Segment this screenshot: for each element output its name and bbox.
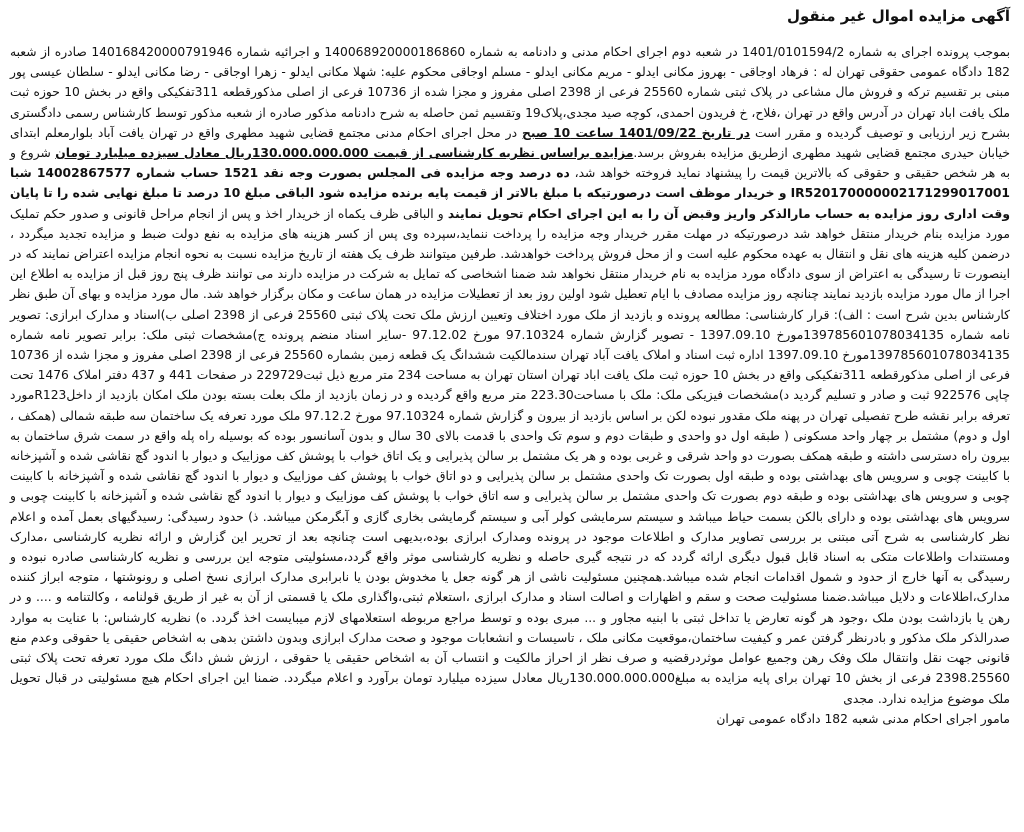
auction-location: در محل اجرای احکام مدنی مجتمع قضایی شهید مطهری واقع در تهران یافت آباد بلوارمعلم ابتدای خیابان حیدری مجتمع قضایی شهید مطهری ازطریق مزایده بفروش برسد.	[10, 125, 1010, 161]
sale-condition: شروع و به هر شخص حقیقی و حقوقی که بالاترین قیمت را پیشنهاد نماید فروخته خواهد شد،	[10, 146, 1010, 181]
starting-price: مزایده براساس نظریه کارشناسی از قیمت 130.000.000.000ریال معادل سیزده میلیارد تومان	[55, 146, 634, 161]
notice-paragraph-intro: بموجب پرونده اجرای به شماره 1401/0101594/2 در شعبه دوم اجرای احکام مدنی و دادنامه به شماره 140068920000186860 و اجرائیه شماره 140168420000791946 صادره از شعبه 182 دادگاه عمومی حقوقی تهران له : فرهاد اوجاقی - بهروز مکانی ایدلو - مریم مکانی ایدلو - مسلم اوجاقی محکوم علیه: شهلا مکانی ایدلو - زهرا اوجاقی - رضا مکانی ایدلو - سلطان عیسی پور مبنی بر تقسیم ترکه و فروش مال مشاعی در پلاک ثبتی شماره 25560 فرعی از 2398 اصلی مفروز و مجزا شده از 10736 فرعی از اصلی مذکورقطعه 311تفکیکی واقع در بخش 10 حوزه ثبت ملک یافت اباد تهران در آدرس واقع در تهران ،فلاح، خ فریدون احمدی، کوچه صید مجدی،پلاک19 وتقسیم ثمن حاصله به شرح دادنامه مذکور صادره از شعبه مذکور توسط کارشناس رسمی دادگستری بشرح زیر ارزیابی و توصیف گردیده و مقرر است	[10, 45, 1011, 140]
notice-paragraph-details: و الباقی ظرف یکماه از خریدار اخذ و پس از انجام مراحل قانونی و صدور حکم تملیک مورد مزایده بنام خریدار منتقل خواهد شد درصورتیکه در مهلت مقرر خریدار وجه مزایده را پرداخت ننماید،سپرده وی پس از کسر هزینه های مزایده به نفع دولت ضبط و مزایده تجدید میگردد ، درضمن کلیه هزینه های نقل و انتقال به عهده محکوم علیه است و از محل فروش پرداخت خواهدشد. طرفین میتوانند ظرف یک هفته از تاریخ مزایده نسبت به نحوه انجام مزایده اعتراض نمایند که در اینصورت تا رسیدگی به اعتراض از سوی دادگاه مورد مزایده به نام خریدار منتقل نخواهد شد ضمنا اشخاصی که تمایل به شرکت در مزایده دارند می توانند ظرف پنج روز قبل از مزایده به اطلاع این اجرا از مال مورد مزایده بازدید نمایند چنانچه روز مزایده مصادف با ایام تعطیل شود اولین روز بعد از تعطیلات مزایده در همان ساعت و مکان برگزار خواهد شد. مال مورد مزایده و بهای آن طبق نظر کارشناس بدین شرح است : الف): قرار کارشناسی: مطالعه پرونده و بازدید از ملک مورد اختلاف وتعیین ارزش ملک تحت پلاک ثبتی 25560 فرعی از 2398 اصلی ب)اسناد و مدارک ابرازی: تصویر نامه شماره 139785601078034135مورخ 1397.09.10 - تصویر گزارش شماره 97.10324 مورخ 97.12.02 -سایر اسناد منضم پرونده ج)مشخصات ثبتی ملک: برابر تصویر نامه شماره 139785601078034135مورخ 1397.09.10 اداره ثبت اسناد و املاک یافت آباد تهران سندمالکیت ششدانگ یک قطعه زمین بشماره 25560 فرعی از 2398 اصلی مفروز و مجزا شده از 10736 فرعی از اصلی مذکورقطعه 311تفکیکی واقع در بخش 10 حوزه ثبت ملک یافت اباد تهران استان تهران به مساحت 234 متر مربع ذیل ثبت229729 در صفحات 441 و 437 دفتر املاک 1476 تحت چاپی 922576 ثبت و صادر و تسلیم گردید د)مشخصات فیزیکی ملک: ملک با مساحت223.30 متر مربع واقع گردیده و در زمان بازدید از ملک بعلت بسته بودن ملک امکان بازدید از داخلR123مورد تعرفه برابر نقشه طرح تفصیلی تهران در پهنه ملک مقدور نبوده لکن بر اساس بازدید از بیرون و گزارش شماره 97.10324 مورخ 97.12.2 ملک مورد تعرفه یک ساختمان سه طبقه شمالی (همکف ، اول و دوم) مشتمل بر چهار واحد مسکونی ( طبقه اول دو واحدی و طبقات دوم و سوم تک واحدی با قدمت بالای 30 سال و بدون آسانسور بوده که بوسیله راه پله واقع در سمت شرق ساختمان به بیرون راه دسترسی داشته و طبقه همکف بصورت دو واحد شرقی و غربی بوده و هر یک مشتمل بر سالن پذیرایی و یک اتاق خواب با پوشش کف موزاییک و دیوار با اندود گچ نقاشی شده و آشپزخانه با کابینت چوبی و سرویس های بهداشتی بوده و طبقه اول بصورت تک واحدی مشتمل بر سالن پذیرایی و دو اتاق خواب با پوشش کف موزاییک و دیوار با اندود گچ نقاشی شده و آشپزخانه با کابینت چوبی و سرویس های بهداشتی بوده و طبقه دوم بصورت تک واحدی مشتمل بر سالن پذیرایی و سه اتاق خواب با پوشش کف موزاییک و دیوار با اندود گچ نقاشی شده و آشپزخانه با کابینت چوبی و سرویس های بهداشتی بوده و دارای بالکن بسمت حیاط میباشد و سیستم سرمایشی کولر آبی و سیستم گرمایشی بخاری گازی و آبگرمکن میباشد. ذ) حدود رسیدگی: رسیدگیهای بعمل آمده و اعلام نظر کارشناسی به شرح آتی مبتنی بر بررسی تصاویر مدارک و اطلاعات موجود در پرونده ومدارک ابرازی بوده،بدیهی است چنانچه بعد از تحریر این گزارش و ارائه نظریه کارشناسی ،مدارک ومستندات واطلاعات متکی به اسناد قابل قبول دیگری ارائه گردد که در نتیجه گیری حاصله و نظریه کارشناسی موثر واقع گردد،مسئولیتی متوجه این بررسی و نظریه کارشناسی صادره نبوده و رسیدگی به آنها خارج از حدود و شمول اقدامات انجام شده میباشد.همچنین مسئولیت ناشی از هر گونه جعل یا مخدوش بودن یا نابرابری مدارک ابرازی نسخ اصلی و رونوشتها ، متوجه ابراز کننده مدارک،اطلاعات و دلایل میباشد.ضمنا مسئولیت صحت و سقم و اظهارات و اصالت اسناد و مدارک ابرازی ،استعلام ثبتی،واگذاری ملک یا قسمتی از آن به غیر از طریق قولنامه ، وکالتنامه و .... و در رهن یا بازداشت بودن ملک ،وجود هر گونه تعارض یا تداخل ثبتی با ابنیه مجاور و ... مبری بوده و توسط مراجع مربوطه استعلامهای لازم میبایست اخذ گردد. ه) نظریه کارشناس: با عنایت به موارد صدرالذکر ملک مذکور و بادرنظر گرفتن عمر و کیفیت ساختمان،موقعیت مکانی ملک ، تاسیسات و انشعابات موجود و صحت مدارک ابرازی وبدون داشتن بدهی به اشخاص حقیقی یا حقوقی وعدم منع قانونی جهت نقل وانتقال ملک وفک رهن وجمیع عوامل موثردرقضیه و صرف نظر از احراز مالکیت و انتساب آن به اشخاص حقیقی یا حقوقی ، ارزش شش دانگ ملک مورد تعرفه تحت پلاک ثبتی 2398.25560 فرعی از بخش 10 تهران برای پایه مزایده به مبلغ130.000.000.000ریال معادل سیزده میلیارد تومان برآورد و اعلام میگردد. ضمنا این اجرای احکام هیچ مسئولیتی در قبال تحویل ملک موضوع مزایده ندارد.	[10, 206, 1011, 706]
auction-date: در تاریخ 1401/09/22 ساعت 10 صبح	[522, 125, 751, 140]
notice-body	[10, 42, 1010, 709]
notice-signature: مامور اجرای احکام مدنی شعبه 182 دادگاه عمومی تهران	[716, 711, 1010, 726]
deposit-info: ده درصد وجه مزایده فی المجلس بصورت وجه نقد 1521 حساب شماره 14002867577 شبا IR520170000002171299017001	[10, 166, 1010, 201]
notice-title: آگهی مزایده اموال غیر منقول	[786, 7, 1010, 25]
signature-name: مجدی	[843, 691, 874, 706]
buyer-obligation: و خریدار موظف است درصورتیکه با مبلغ بالاتر از قیمت پایه برنده مزایده شود الباقی مبلغ 10 درصد تا مبلغ نهایی شده را تا پایان وقت اداری روز مزایده به حساب مارالذکر واریز وقبض آن را به این اجرای احکام تحویل نمایند	[10, 186, 1010, 221]
